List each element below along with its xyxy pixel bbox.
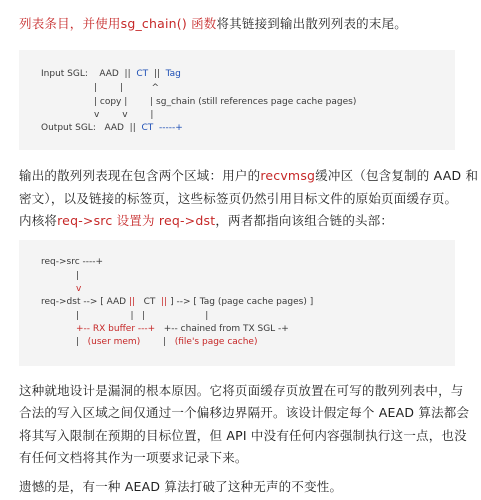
diagram2-line-1 bbox=[41, 256, 103, 268]
code-segment: +-- chained from TX SGL -+ bbox=[155, 324, 289, 334]
code-segment: Input SGL: AAD || bbox=[41, 69, 137, 79]
para2-text-c: 内核将 bbox=[19, 213, 58, 228]
code-segment: | | | | bbox=[76, 311, 209, 321]
diagram1-line-1 bbox=[41, 68, 181, 80]
diagram2-line-3 bbox=[76, 283, 81, 295]
code-segment: (file's page cache) bbox=[174, 337, 258, 347]
para4-line-1: 遗憾的是，有一种 AEAD 算法打破了这种无声的不变性。 bbox=[19, 479, 343, 494]
code-segment: v v | bbox=[94, 110, 154, 120]
code-segment: +-- RX buffer ---+ bbox=[76, 324, 156, 334]
para3-line-1: 这种就地设计是漏洞的根本原因。它将页面缓存页放置在可写的散列列表中，与 bbox=[19, 383, 464, 398]
code-segment: | | ^ bbox=[94, 83, 160, 93]
para2-highlight-req: req->src 设置为 req->dst bbox=[57, 213, 216, 228]
diagram2-line-6 bbox=[76, 323, 289, 335]
code-segment: | copy | | sg_chain (still references page cache pages) bbox=[94, 97, 357, 107]
code-block-sgl bbox=[19, 50, 455, 150]
code-block-req bbox=[19, 240, 455, 366]
para2-line-1 bbox=[19, 166, 478, 184]
code-segment: | bbox=[76, 337, 88, 347]
code-segment: (user mem) bbox=[87, 337, 141, 347]
intro-paragraph bbox=[19, 14, 407, 32]
diagram2-line-4 bbox=[41, 296, 313, 308]
diagram1-line-4 bbox=[94, 109, 153, 121]
code-segment: CT bbox=[136, 69, 149, 79]
intro-text: 将其链接到输出散列列表的末尾。 bbox=[216, 16, 407, 31]
diagram2-line-7 bbox=[76, 336, 257, 348]
para2-text-b: 缓冲区（包含复制的 AAD 和 bbox=[315, 168, 479, 183]
diagram2-line-5 bbox=[76, 310, 208, 322]
para2-highlight-recvmsg: recvmsg bbox=[260, 168, 316, 183]
para2-line-3 bbox=[19, 211, 393, 229]
para3-line-2: 合法的写入区域之间仅通过一个偏移边界隔开。该设计假定每个 AEAD 算法都会 bbox=[19, 405, 470, 420]
para3-line-4: 有任何文档将其作为一项要求记录下来。 bbox=[19, 450, 248, 465]
code-segment: || bbox=[161, 297, 168, 307]
code-segment: CT -----+ bbox=[141, 123, 183, 133]
code-segment: CT bbox=[135, 297, 162, 307]
intro-highlight: 列表条目，并使用sg_chain() 函数 bbox=[19, 16, 217, 31]
para2-text-d: ，两者都指向该组合链的头部： bbox=[215, 213, 394, 228]
diagram1-line-2 bbox=[94, 82, 159, 94]
code-segment: || bbox=[148, 69, 166, 79]
diagram2-line-2 bbox=[76, 270, 79, 282]
diagram1-line-5 bbox=[41, 122, 183, 134]
code-segment: req->dst --> [ AAD bbox=[41, 297, 129, 307]
para3-line-3: 将其写入限制在预期的目标位置，但 API 中没有任何内容强制执行这一点，也没 bbox=[19, 428, 467, 443]
code-segment: req->src ----+ bbox=[41, 257, 104, 267]
diagram1-line-3 bbox=[94, 96, 356, 108]
code-segment: | bbox=[140, 337, 175, 347]
code-segment: Output SGL: AAD || bbox=[41, 123, 142, 133]
code-segment: || bbox=[128, 297, 136, 307]
code-segment: v bbox=[76, 284, 82, 294]
code-segment: ] --> [ Tag (page cache pages) ] bbox=[167, 297, 314, 307]
code-segment: Tag bbox=[165, 69, 181, 79]
para2-line-2: 密文），以及链接的标签页，这些标签页仍然引用目标文件的原始页面缓存页。 bbox=[19, 191, 458, 206]
code-segment: | bbox=[76, 271, 80, 281]
para2-text-a: 输出的散列列表现在包含两个区域：用户的 bbox=[19, 168, 261, 183]
